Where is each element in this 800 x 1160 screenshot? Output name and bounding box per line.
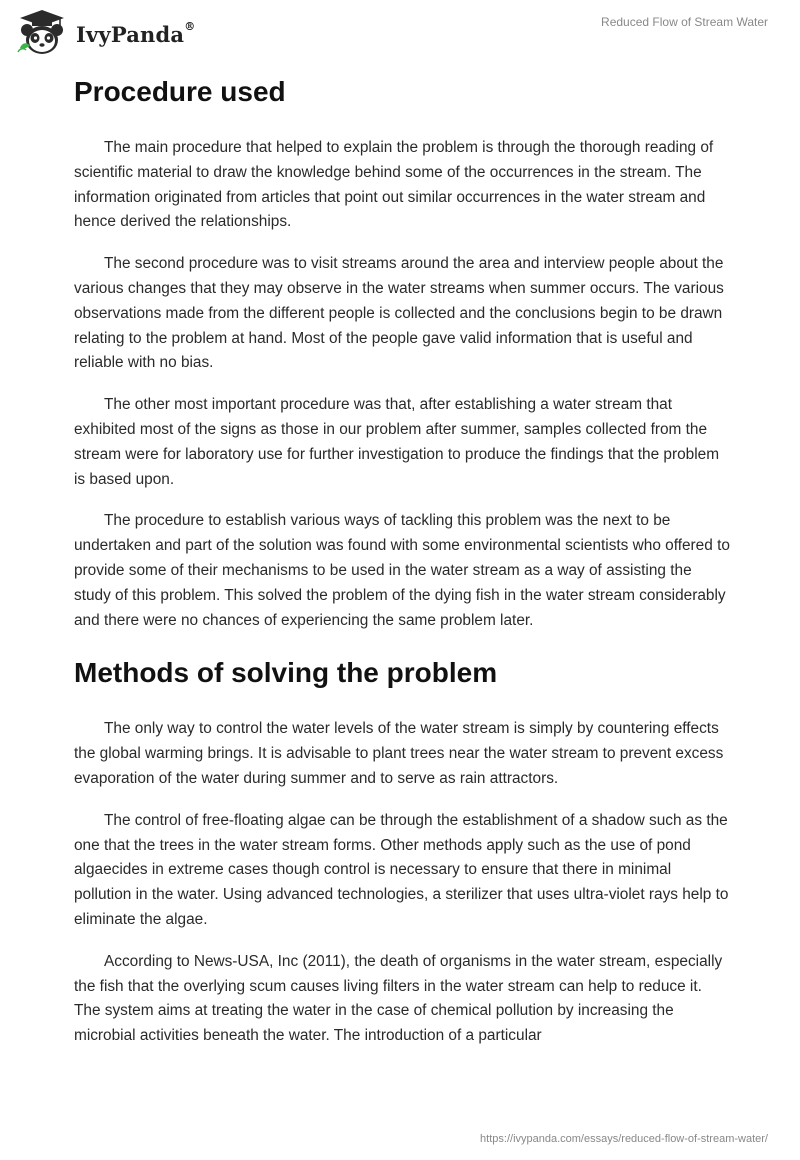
paragraph: The second procedure was to visit streams around the area and interview people about the various changes that they may observe in the water streams when summer occurs. The various observations made from the different people is collected and the conclusions begin to be drawn relating to the problem at hand. Most of the people gave valid information that is useful and reliable with no bias. [74,255,724,372]
paragraph: The control of free-floating algae can be through the establishment of a shadow such as the one that the trees in the water stream forms. Other methods apply such as the use of pond algaecides in extreme cases though control is necessary to ensure that there in minimal pollution in the water. Using advanced technologies, a sterilizer that uses ultra-violet rays help to eliminate the algae. [74,811,729,928]
paragraph: The other most important procedure was that, after establishing a water stream that exhibited most of the signs as those in our problem after summer, samples collected from the stream were for laboratory use for further investigation to produce the findings that the problem is based upon. [74,396,720,488]
brand-name: IvyPanda® [76,19,196,47]
panda-graduate-icon [14,8,74,58]
essay-content [74,70,730,1066]
paragraph: The only way to control the water levels of the water stream is simply by countering effects the global warming brings. It is advisable to plant trees near the water stream to prevent excess evaporation of the water during summer and to serve as rain attractors. [74,720,724,787]
registered-mark: ® [184,19,196,33]
page-header [0,0,800,64]
ivypanda-logo[interactable] [14,8,195,58]
paragraph: According to News-USA, Inc (2011), the death of organisms in the water stream, especially the fish that the overlying scum causes living filters in the water stream can help to reduce it. The system aims at treating the water in the case of chemical pollution by increasing the microbial activities beneath the water. The introduction of a particular [74,952,723,1045]
section-heading-procedure-used: Procedure used [74,76,286,107]
section-heading-methods: Methods of solving the problem [74,657,498,689]
source-url[interactable]: https://ivypanda.com/essays/reduced-flow-of-stream-water/ [480,1133,768,1145]
document-title: Reduced Flow of Stream Water [601,15,768,29]
paragraph: The main procedure that helped to explain the problem is through the thorough reading of scientific material to draw the knowledge behind some of the occurrences in the stream. The information originated from articles that point out similar occurrences in the water stream and hence derived the relationships. [74,139,714,231]
paragraph: The procedure to establish various ways of tackling this problem was the next to be undertaken and part of the solution was found with some environmental scientists who offered to provide some of their mechanisms to be used in the water stream as a way of assisting the study of this problem. This solved the problem of the dying fish in the water stream considerably and there were no chances of experiencing the same problem later. [74,512,730,629]
